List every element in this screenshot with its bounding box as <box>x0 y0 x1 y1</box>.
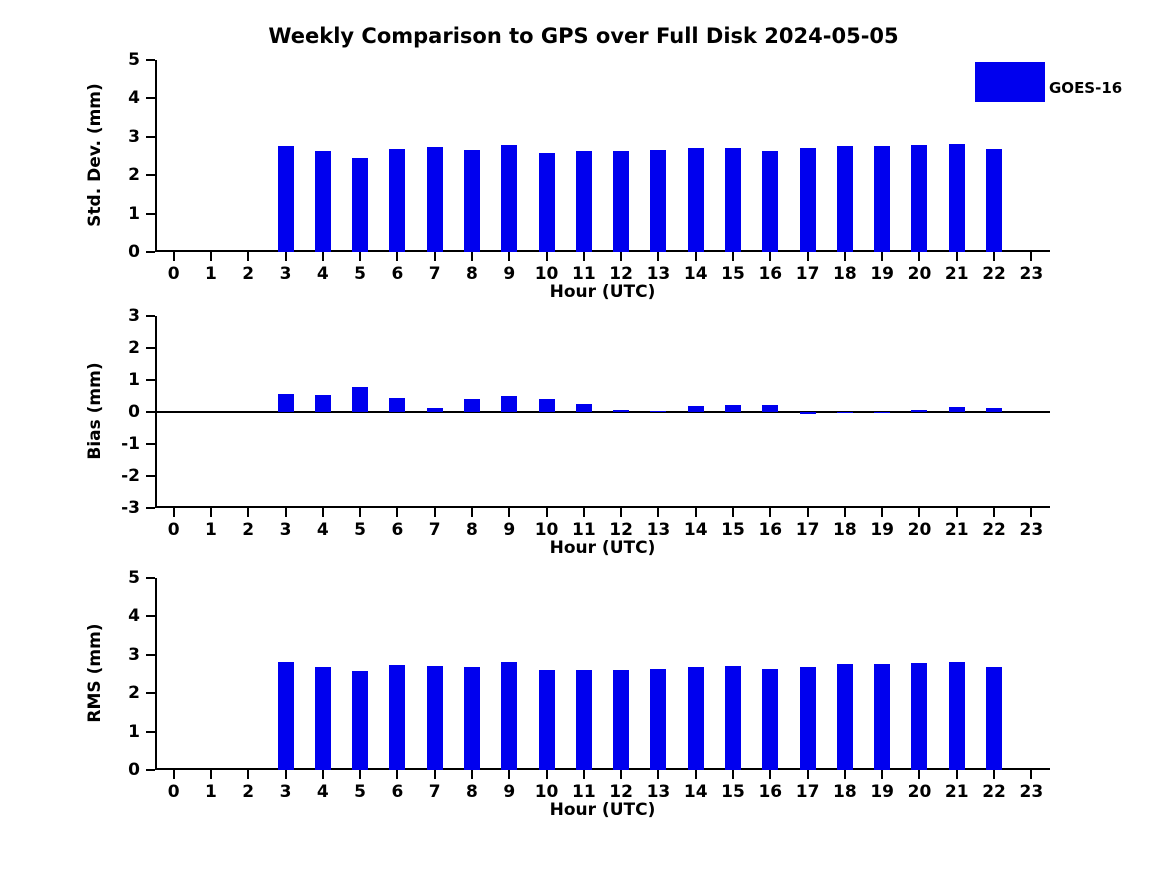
bar <box>949 662 965 770</box>
x-tick <box>173 770 175 779</box>
x-tick-label: 14 <box>683 782 708 802</box>
x-tick <box>471 252 473 261</box>
bar <box>539 153 555 252</box>
x-tick <box>657 770 659 779</box>
x-tick-label: 23 <box>1019 264 1044 284</box>
bar <box>837 412 853 413</box>
bar <box>613 670 629 770</box>
x-tick-label: 15 <box>721 520 745 540</box>
x-tick <box>732 252 734 261</box>
bar <box>986 408 1002 412</box>
y-tick-label: 1 <box>128 721 140 742</box>
x-tick-label: 3 <box>279 782 292 802</box>
x-tick <box>769 252 771 261</box>
x-tick <box>583 252 585 261</box>
chart-panel-rms <box>0 568 1167 820</box>
bar <box>278 394 294 412</box>
bar <box>389 149 405 252</box>
x-tick-label: 1 <box>205 782 217 802</box>
x-tick-label: 18 <box>833 264 857 284</box>
bar <box>315 151 331 252</box>
x-tick <box>1030 252 1032 261</box>
x-tick-label: 10 <box>534 264 559 284</box>
y-tick <box>146 251 155 253</box>
bar <box>800 667 816 770</box>
x-tick-label: 4 <box>316 264 329 284</box>
y-tick <box>146 507 155 509</box>
y-tick <box>146 475 155 477</box>
x-tick <box>434 252 436 261</box>
x-tick-label: 2 <box>242 520 255 540</box>
bar <box>800 148 816 252</box>
x-axis-line <box>155 506 1050 508</box>
x-tick <box>1030 770 1032 779</box>
x-tick <box>844 508 846 517</box>
bar <box>278 662 294 770</box>
bar <box>725 666 741 770</box>
x-tick-label: 8 <box>466 264 478 284</box>
x-tick <box>471 770 473 779</box>
x-tick-label: 14 <box>683 264 708 284</box>
x-tick <box>918 770 920 779</box>
y-tick-label: 0 <box>128 402 140 422</box>
bar <box>762 405 778 412</box>
x-tick <box>807 770 809 779</box>
x-tick <box>956 252 958 261</box>
x-tick-label: 5 <box>354 520 367 540</box>
x-tick <box>247 770 249 779</box>
bar <box>911 145 927 252</box>
x-tick <box>471 508 473 517</box>
x-tick <box>546 252 548 261</box>
x-tick-label: 20 <box>907 782 932 802</box>
bar <box>315 667 331 770</box>
x-tick <box>285 770 287 779</box>
x-tick <box>620 252 622 261</box>
y-tick <box>146 411 155 413</box>
x-tick-label: 8 <box>466 520 478 540</box>
bar <box>949 407 965 412</box>
plot-area-rms <box>128 568 1050 780</box>
bar <box>315 395 331 412</box>
bar <box>464 399 480 412</box>
x-axis-title-bias: Hour (UTC) <box>549 538 656 558</box>
y-tick <box>146 136 155 138</box>
x-tick-label: 15 <box>721 264 745 284</box>
x-tick <box>881 252 883 261</box>
bar <box>389 665 405 770</box>
y-tick <box>146 213 155 215</box>
bar <box>501 662 517 770</box>
x-tick-label: 19 <box>870 264 895 284</box>
x-tick <box>322 770 324 779</box>
x-tick-label: 0 <box>167 520 180 540</box>
x-tick-label: 0 <box>167 264 180 284</box>
x-tick <box>657 508 659 517</box>
bar <box>762 669 778 770</box>
bar <box>427 408 443 412</box>
bar <box>688 148 704 252</box>
y-tick-label: 3 <box>128 644 140 665</box>
x-tick <box>844 770 846 779</box>
x-tick <box>508 252 510 261</box>
x-tick-label: 4 <box>316 782 329 802</box>
x-tick <box>695 252 697 261</box>
x-tick-label: 11 <box>572 264 596 284</box>
x-tick <box>285 508 287 517</box>
x-tick-label: 19 <box>870 520 895 540</box>
x-tick <box>583 508 585 517</box>
y-tick-label: 4 <box>128 606 140 627</box>
x-tick-label: 8 <box>466 782 478 802</box>
x-tick-label: 21 <box>944 264 969 284</box>
y-axis-title-rms: RMS (mm) <box>85 623 105 723</box>
x-tick-label: 13 <box>646 264 671 284</box>
x-tick-label: 5 <box>354 782 367 802</box>
x-tick <box>210 770 212 779</box>
x-tick <box>173 508 175 517</box>
x-tick-label: 22 <box>982 264 1006 284</box>
x-tick-label: 4 <box>316 520 329 540</box>
x-tick-label: 7 <box>428 520 441 540</box>
y-tick-label: 4 <box>128 88 140 109</box>
bar <box>874 412 890 413</box>
bar <box>688 667 704 770</box>
x-tick-label: 1 <box>205 264 217 284</box>
y-tick <box>146 97 155 99</box>
bar <box>427 147 443 252</box>
x-tick-label: 17 <box>795 782 820 802</box>
x-tick-label: 20 <box>907 264 932 284</box>
x-tick-label: 12 <box>609 520 633 540</box>
x-tick <box>918 252 920 261</box>
x-tick <box>546 770 548 779</box>
x-tick <box>657 252 659 261</box>
x-tick-label: 12 <box>609 782 633 802</box>
bar <box>389 398 405 412</box>
x-tick-label: 22 <box>982 782 1006 802</box>
bar <box>464 150 480 252</box>
y-axis-title-std-dev: Std. Dev. (mm) <box>85 83 105 227</box>
legend-swatch-goes-16 <box>975 62 1045 102</box>
y-tick <box>146 769 155 771</box>
x-tick <box>732 508 734 517</box>
x-tick-label: 13 <box>646 782 671 802</box>
x-tick <box>844 252 846 261</box>
x-tick-label: 19 <box>870 782 895 802</box>
x-tick <box>956 770 958 779</box>
y-tick <box>146 443 155 445</box>
x-tick <box>322 508 324 517</box>
x-tick-label: 18 <box>833 782 857 802</box>
x-tick-label: 21 <box>944 782 969 802</box>
bar <box>501 145 517 252</box>
x-tick <box>881 508 883 517</box>
x-tick-label: 16 <box>758 520 783 540</box>
x-axis-title-std-dev: Hour (UTC) <box>549 282 656 302</box>
bar <box>352 158 368 252</box>
bar <box>650 150 666 252</box>
x-tick <box>359 770 361 779</box>
x-tick-label: 17 <box>795 520 820 540</box>
bar <box>874 146 890 252</box>
x-tick <box>247 252 249 261</box>
y-tick <box>146 615 155 617</box>
x-tick-label: 6 <box>391 264 404 284</box>
x-tick <box>695 508 697 517</box>
bar <box>278 146 294 252</box>
y-tick <box>146 315 155 317</box>
bar <box>501 396 517 412</box>
y-tick-label: 0 <box>128 242 140 262</box>
bar <box>613 410 629 412</box>
y-tick <box>146 174 155 176</box>
bar <box>576 151 592 252</box>
x-tick <box>359 252 361 261</box>
x-tick <box>918 508 920 517</box>
bar <box>688 406 704 412</box>
x-tick <box>769 770 771 779</box>
y-axis-title-bias: Bias (mm) <box>85 362 105 460</box>
x-axis-title-rms: Hour (UTC) <box>549 800 656 820</box>
x-tick <box>322 252 324 261</box>
x-tick-label: 23 <box>1019 520 1044 540</box>
plot-area-std-dev <box>128 50 1050 262</box>
x-tick-label: 18 <box>833 520 857 540</box>
x-tick-label: 7 <box>428 782 441 802</box>
x-tick <box>583 770 585 779</box>
y-tick <box>146 654 155 656</box>
x-tick-label: 7 <box>428 264 441 284</box>
y-tick <box>146 692 155 694</box>
x-tick <box>769 508 771 517</box>
bar <box>874 664 890 770</box>
bar <box>613 151 629 252</box>
x-tick-label: 9 <box>503 782 516 802</box>
bar <box>837 146 853 252</box>
bar <box>837 664 853 770</box>
x-tick <box>285 252 287 261</box>
bar <box>725 405 741 412</box>
plot-area-bias <box>121 306 1050 518</box>
x-tick-label: 13 <box>646 520 671 540</box>
bar <box>539 399 555 412</box>
bar <box>911 410 927 412</box>
x-tick-label: 10 <box>534 520 559 540</box>
x-tick-label: 22 <box>982 520 1006 540</box>
x-tick-label: 2 <box>242 782 255 802</box>
y-tick <box>146 731 155 733</box>
x-tick-label: 6 <box>391 782 404 802</box>
x-tick-label: 20 <box>907 520 932 540</box>
x-tick <box>396 770 398 779</box>
x-tick-label: 0 <box>167 782 180 802</box>
y-tick <box>146 347 155 349</box>
x-tick-label: 16 <box>758 782 783 802</box>
y-tick-label: 3 <box>128 126 140 147</box>
x-tick <box>881 770 883 779</box>
bar <box>539 670 555 770</box>
x-tick-label: 3 <box>279 264 292 284</box>
y-tick-label: 2 <box>128 338 140 358</box>
x-tick <box>173 252 175 261</box>
y-tick-label: 2 <box>128 683 140 704</box>
x-tick-label: 16 <box>758 264 783 284</box>
x-tick-label: 15 <box>721 782 745 802</box>
x-tick-label: 5 <box>354 264 367 284</box>
x-tick-label: 23 <box>1019 782 1044 802</box>
bar <box>576 670 592 770</box>
y-tick-label: -1 <box>121 434 140 454</box>
bar <box>986 149 1002 252</box>
y-tick-label: 5 <box>128 50 140 70</box>
x-tick-label: 10 <box>534 782 559 802</box>
x-tick <box>807 252 809 261</box>
bar <box>576 404 592 412</box>
x-tick-label: 9 <box>503 264 516 284</box>
bar <box>650 669 666 770</box>
y-tick-label: 3 <box>128 306 140 326</box>
y-tick-label: 1 <box>128 370 140 390</box>
y-tick-label: 0 <box>128 760 140 780</box>
x-tick-label: 6 <box>391 520 404 540</box>
y-axis-line <box>155 60 157 252</box>
x-tick-label: 11 <box>572 782 596 802</box>
y-tick-label: -3 <box>121 498 140 518</box>
x-tick <box>620 508 622 517</box>
bar <box>986 667 1002 770</box>
bar <box>352 671 368 770</box>
bar <box>800 412 816 414</box>
y-tick-label: 1 <box>128 203 140 224</box>
x-tick <box>508 770 510 779</box>
x-tick <box>1030 508 1032 517</box>
x-tick <box>359 508 361 517</box>
page-title: Weekly Comparison to GPS over Full Disk 2024-05-05 <box>268 24 899 48</box>
x-tick <box>993 252 995 261</box>
x-tick-label: 14 <box>683 520 708 540</box>
y-tick-label: 2 <box>128 165 140 186</box>
x-tick <box>993 508 995 517</box>
x-tick <box>396 508 398 517</box>
bar <box>911 663 927 770</box>
x-tick-label: 12 <box>609 264 633 284</box>
x-tick-label: 2 <box>242 264 255 284</box>
y-axis-line <box>155 578 157 770</box>
x-tick <box>695 770 697 779</box>
y-tick-label: -2 <box>121 466 140 486</box>
x-tick <box>396 252 398 261</box>
x-tick-label: 17 <box>795 264 820 284</box>
x-tick <box>434 770 436 779</box>
x-tick-label: 11 <box>572 520 596 540</box>
x-tick-label: 3 <box>279 520 292 540</box>
y-tick <box>146 379 155 381</box>
y-tick-label: 5 <box>128 568 140 588</box>
x-tick <box>956 508 958 517</box>
x-tick-label: 21 <box>944 520 969 540</box>
bar <box>650 411 666 412</box>
x-tick-label: 1 <box>205 520 217 540</box>
x-tick <box>210 508 212 517</box>
x-tick <box>434 508 436 517</box>
y-tick <box>146 577 155 579</box>
x-tick <box>732 770 734 779</box>
bar <box>427 666 443 770</box>
x-tick <box>993 770 995 779</box>
bar <box>725 148 741 252</box>
x-tick <box>620 770 622 779</box>
x-tick <box>807 508 809 517</box>
y-tick <box>146 59 155 61</box>
x-tick <box>210 252 212 261</box>
x-tick-label: 9 <box>503 520 516 540</box>
bar <box>352 387 368 412</box>
chart-panel-bias <box>0 306 1167 558</box>
legend-label-goes-16: GOES-16 <box>1049 79 1123 97</box>
x-tick <box>247 508 249 517</box>
x-tick <box>508 508 510 517</box>
bar <box>762 151 778 252</box>
x-tick <box>546 508 548 517</box>
bar <box>464 667 480 770</box>
bar <box>949 144 965 252</box>
